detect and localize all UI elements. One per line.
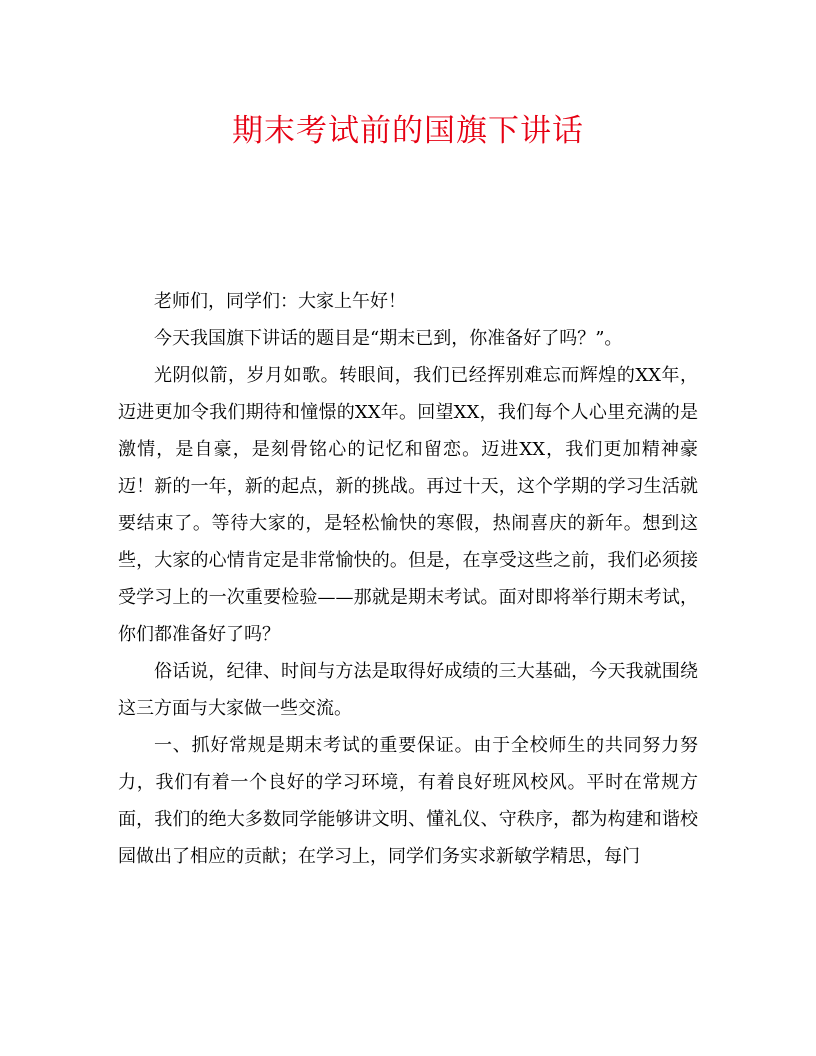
section-one-paragraph: 一、抓好常规是期末考试的重要保证。由于全校师生的共同努力努力，我们有着一个良好的学习环境，有着良好班风校风。平时在常规方面，我们的绝大多数同学能够讲文明、懂礼仪、守秩序，都为构建和谐校园做出了相应的贡献；在学习上，同学们务实求新敏学精思，每门: [118, 735, 698, 867]
document-body: [118, 283, 698, 875]
document-title: 期末考试前的国旗下讲话: [232, 113, 584, 149]
three-basics-paragraph: 俗话说，纪律、时间与方法是取得好成绩的三大基础，今天我就围绕这三方面与大家做一些交流。: [118, 661, 698, 719]
greeting-paragraph: 老师们，同学们：大家上午好！: [154, 291, 406, 312]
intro-paragraph: 光阴似箭，岁月如歌。转眼间，我们已经挥别难忘而辉煌的XX年，迈进更加令我们期待和憧憬的XX年。回望XX，我们每个人心里充满的是激情，是自豪，是刻骨铭心的记忆和留恋。迈进XX，我们更加精神豪迈！新的一年，新的起点，新的挑战。再过十天，这个学期的学习生活就要结束了。等待大家的，是轻松愉快的寒假，热闹喜庆的新年。想到这些，大家的心情肯定是非常愉快的。但是，在享受这些之前，我们必须接受学习上的一次重要检验——那就是期末考试。面对即将举行期末考试，你们都准备好了吗？: [118, 365, 698, 645]
topic-paragraph: 今天我国旗下讲话的题目是“期末已到，你准备好了吗？”。: [154, 328, 623, 349]
